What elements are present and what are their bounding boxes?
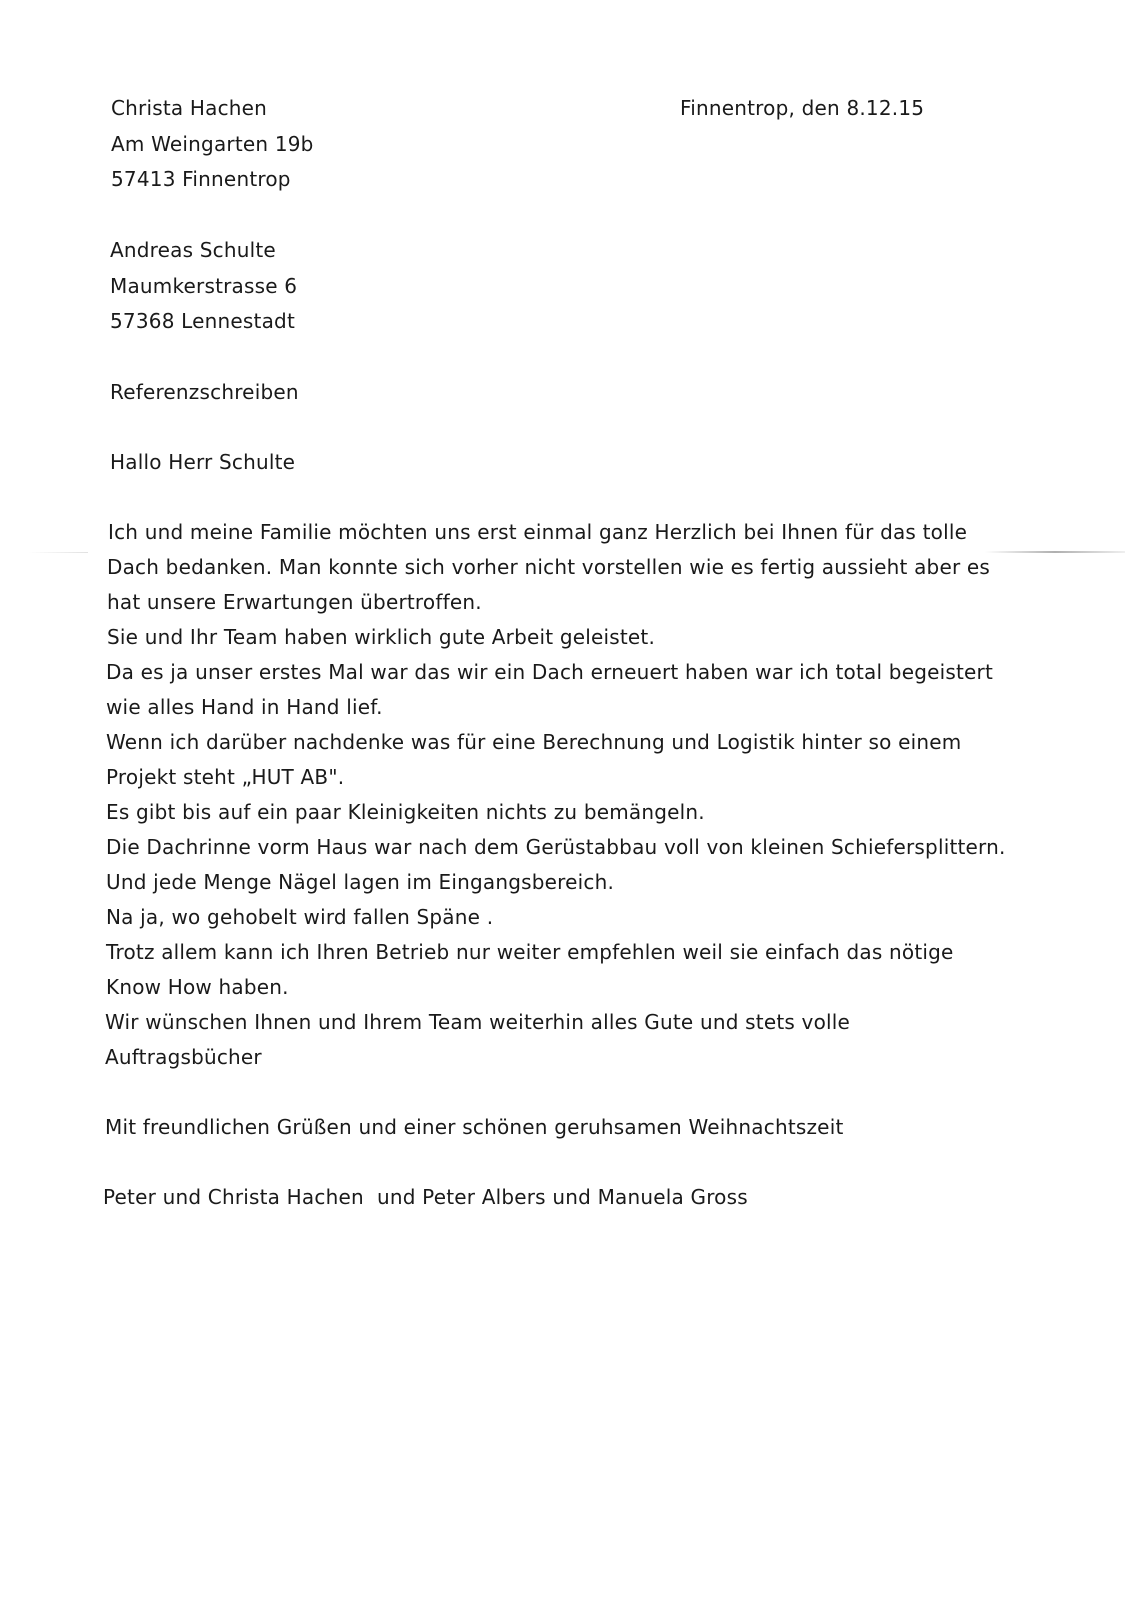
body-line: Know How haben. bbox=[106, 975, 289, 999]
body-line: Dach bedanken. Man konnte sich vorher nicht vorstellen wie es fertig aussieht aber es bbox=[107, 555, 991, 579]
sender-street: Am Weingarten 19b bbox=[111, 132, 314, 156]
sender-city: 57413 Finnentrop bbox=[111, 167, 291, 191]
scan-artifact bbox=[985, 551, 1125, 553]
recipient-street: Maumkerstrasse 6 bbox=[110, 274, 298, 298]
body-line: Auftragsbücher bbox=[105, 1045, 262, 1069]
body-line: Da es ja unser erstes Mal war das wir ein Dach erneuert haben war ich total begeistert bbox=[106, 660, 993, 684]
closing-line: Mit freundlichen Grüßen und einer schönen geruhsamen Weihnachtszeit bbox=[105, 1115, 844, 1139]
subject-line: Referenzschreiben bbox=[110, 380, 299, 404]
body-line: Und jede Menge Nägel lagen im Eingangsbereich. bbox=[106, 870, 615, 894]
signatories: Peter und Christa Hachen und Peter Albers und Manuela Gross bbox=[103, 1185, 748, 1209]
recipient-name: Andreas Schulte bbox=[110, 238, 276, 262]
body-line: Na ja, wo gehobelt wird fallen Späne . bbox=[106, 905, 494, 929]
body-line: Sie und Ihr Team haben wirklich gute Arbeit geleistet. bbox=[107, 625, 656, 649]
body-line: hat unsere Erwartungen übertroffen. bbox=[107, 590, 482, 614]
body-line: Ich und meine Familie möchten uns erst einmal ganz Herzlich bei Ihnen für das tolle bbox=[108, 520, 968, 544]
body-line: Wenn ich darüber nachdenke was für eine Berechnung und Logistik hinter so einem bbox=[106, 730, 962, 754]
body-line: Projekt steht „HUT AB". bbox=[106, 765, 345, 789]
sender-name: Christa Hachen bbox=[111, 96, 268, 120]
body-line: Die Dachrinne vorm Haus war nach dem Gerüstabbau voll von kleinen Schiefersplittern. bbox=[106, 835, 1006, 859]
body-line: Wir wünschen Ihnen und Ihrem Team weiterhin alles Gute und stets volle bbox=[105, 1010, 851, 1034]
body-line: Es gibt bis auf ein paar Kleinigkeiten nichts zu bemängeln. bbox=[106, 800, 705, 824]
scan-artifact bbox=[28, 552, 88, 553]
letter-date: Finnentrop, den 8.12.15 bbox=[680, 96, 925, 120]
recipient-city: 57368 Lennestadt bbox=[110, 309, 295, 333]
body-line: Trotz allem kann ich Ihren Betrieb nur weiter empfehlen weil sie einfach das nötige bbox=[106, 940, 954, 964]
salutation: Hallo Herr Schulte bbox=[110, 450, 296, 474]
body-line: wie alles Hand in Hand lief. bbox=[106, 695, 383, 719]
